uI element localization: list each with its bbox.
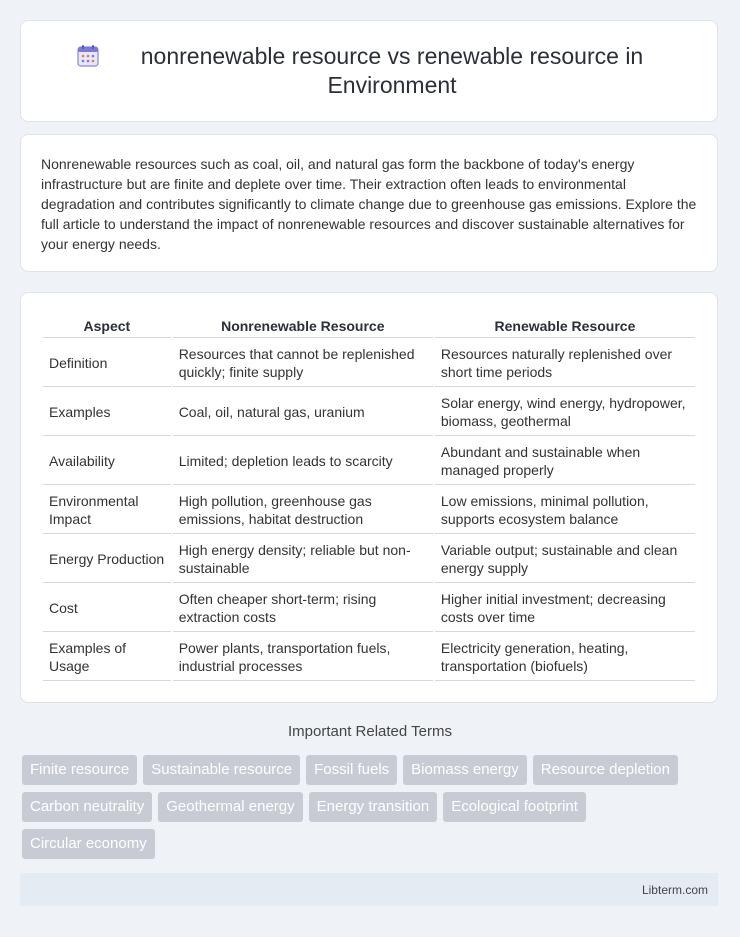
aspect-cell: Cost xyxy=(43,583,171,632)
aspect-cell: Examples of Usage xyxy=(43,632,171,681)
related-term-tag[interactable]: Carbon neutrality xyxy=(22,792,152,822)
intro-card xyxy=(20,134,718,272)
comparison-table xyxy=(41,313,697,681)
title-wrap xyxy=(21,42,717,100)
related-term-tag[interactable]: Resource depletion xyxy=(533,755,678,785)
column-header-nonrenewable: Nonrenewable Resource xyxy=(173,313,433,338)
table-row xyxy=(43,632,695,681)
calendar-icon xyxy=(76,44,100,68)
nonrenewable-cell: Limited; depletion leads to scarcity xyxy=(173,436,433,485)
renewable-cell: Higher initial investment; decreasing costs over time xyxy=(435,583,695,632)
nonrenewable-cell: Often cheaper short-term; rising extraction costs xyxy=(173,583,433,632)
related-terms-list xyxy=(22,755,722,866)
renewable-cell: Low emissions, minimal pollution, supports ecosystem balance xyxy=(435,485,695,534)
renewable-cell: Electricity generation, heating, transportation (biofuels) xyxy=(435,632,695,681)
renewable-cell: Resources naturally replenished over short time periods xyxy=(435,338,695,387)
nonrenewable-cell: Resources that cannot be replenished quickly; finite supply xyxy=(173,338,433,387)
table-row xyxy=(43,338,695,387)
column-header-aspect: Aspect xyxy=(43,313,171,338)
related-term-tag[interactable]: Finite resource xyxy=(22,755,137,785)
aspect-cell: Environmental Impact xyxy=(43,485,171,534)
nonrenewable-cell: Coal, oil, natural gas, uranium xyxy=(173,387,433,436)
nonrenewable-cell: High energy density; reliable but non-sustainable xyxy=(173,534,433,583)
related-term-tag[interactable]: Circular economy xyxy=(22,829,155,859)
related-term-tag[interactable]: Ecological footprint xyxy=(443,792,586,822)
related-term-tag[interactable]: Geothermal energy xyxy=(158,792,302,822)
related-term-tag[interactable]: Fossil fuels xyxy=(306,755,397,785)
table-row xyxy=(43,436,695,485)
table-row xyxy=(43,387,695,436)
aspect-cell: Energy Production xyxy=(43,534,171,583)
nonrenewable-cell: High pollution, greenhouse gas emissions, habitat destruction xyxy=(173,485,433,534)
aspect-cell: Definition xyxy=(43,338,171,387)
related-term-tag[interactable]: Sustainable resource xyxy=(143,755,300,785)
intro-text: Nonrenewable resources such as coal, oil, and natural gas form the backbone of today's energy infrastructure but are finite and deplete over time. Their extraction often leads to environmental degradation and contributes significantly to climate change due to greenhouse gas emissions. Explore the full article to understand the impact of nonrenewable resources and discover sustainable alternatives for your energy needs. xyxy=(41,156,697,252)
header-card xyxy=(20,20,718,122)
column-header-renewable: Renewable Resource xyxy=(435,313,695,338)
aspect-cell: Availability xyxy=(43,436,171,485)
related-terms-heading: Important Related Terms xyxy=(288,723,452,740)
nonrenewable-cell: Power plants, transportation fuels, industrial processes xyxy=(173,632,433,681)
footer xyxy=(20,873,718,906)
page-title: nonrenewable resource vs renewable resource in Environment xyxy=(140,43,644,98)
renewable-cell: Solar energy, wind energy, hydropower, biomass, geothermal xyxy=(435,387,695,436)
renewable-cell: Abundant and sustainable when managed properly xyxy=(435,436,695,485)
related-term-tag[interactable]: Biomass energy xyxy=(403,755,527,785)
renewable-cell: Variable output; sustainable and clean energy supply xyxy=(435,534,695,583)
table-header-row xyxy=(43,313,695,338)
footer-site-link[interactable]: Libterm.com xyxy=(641,882,708,897)
table-row xyxy=(43,485,695,534)
table-row xyxy=(43,534,695,583)
table-row xyxy=(43,583,695,632)
aspect-cell: Examples xyxy=(43,387,171,436)
comparison-table-card xyxy=(20,292,718,703)
related-term-tag[interactable]: Energy transition xyxy=(309,792,438,822)
